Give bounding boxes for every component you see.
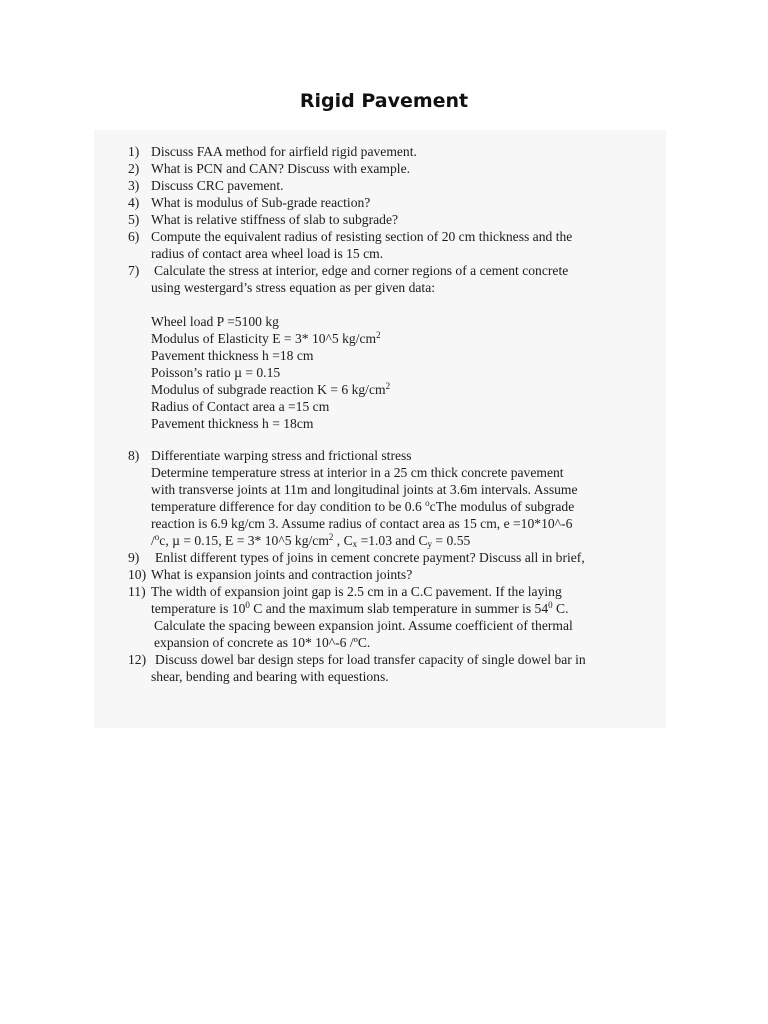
question-number: 5) [128,212,140,227]
question-text: The width of expansion joint gap is 2.5 cm in a C.C pavement. If the laying [151,584,562,599]
question-text: What is modulus of Sub-grade reaction? [151,195,371,210]
given-data-line: Modulus of subgrade reaction K = 6 $kg/cm^2$ [151,381,391,397]
question-text: /$^o$c, µ = 0.15, E = 3* 10^5 $kg/cm^2$ , $C_x =1.03$ and $C_y = 0.55$ [151,532,471,549]
question-number: 3) [128,178,140,193]
question-text: Enlist different types of joins in cement concrete payment? Discuss all in brief, [155,550,585,565]
question-text: Compute the equivalent radius of resisting section of 20 cm thickness and the [151,229,573,244]
question-text: What is relative stiffness of slab to subgrade? [151,212,399,227]
question-number: 12) [128,652,147,667]
question-number: 4) [128,195,140,210]
question-text: expansion of concrete as 10* 10^-6 /ºC. [154,635,371,650]
question-text: Discuss dowel bar design steps for load transfer capacity of single dowel bar in [155,652,586,667]
question-text: shear, bending and bearing with equestions. [151,669,389,684]
question-number: 7) [128,263,140,278]
question-text: What is PCN and CAN? Discuss with example. [151,161,411,176]
question-text: Calculate the spacing beween expansion joint. Assume coefficient of thermal [154,618,573,633]
question-number: 6) [128,229,140,244]
question-text: Discuss FAA method for airfield rigid pavement. [151,144,417,159]
question-text: Calculate the stress at interior, edge and corner regions of a cement concrete [154,263,569,278]
page-title: Rigid Pavement [299,90,469,112]
given-data-line: Radius of Contact area a =15 cm [151,399,330,414]
question-text: with transverse joints at 11m and longitudinal joints at 3.6m intervals. Assume [151,482,578,497]
given-data-line: Pavement thickness h =18 cm [151,348,314,363]
question-text: Differentiate warping stress and frictional stress [151,448,412,463]
question-number: 8) [128,448,140,463]
question-text: radius of contact area wheel load is 15 cm. [151,246,384,261]
question-text: Determine temperature stress at interior in a 25 cm thick concrete pavement [151,465,564,480]
question-number: 9) [128,550,140,565]
given-data-line: Wheel load P =5100 kg [151,314,279,329]
question-text: using westergard’s stress equation as per given data: [151,280,436,295]
given-data-line: Pavement thickness h = 18cm [151,416,314,431]
question-number: 2) [128,161,140,176]
question-number: 11) [128,584,146,599]
given-data-line: Modulus of Elasticity E = 3* 10^5 $kg/cm^2$ [151,330,381,346]
question-text: reaction is 6.9 kg/cm 3. Assume radius of contact area as 15 cm, e =10*10^-6 [151,516,573,531]
question-text: temperature difference for day condition to be 0.6 $^o$cThe modulus of subgrade [151,498,575,514]
question-text: temperature is $10^0$ C and the maximum slab temperature in summer is $54^0$ C. [151,600,569,616]
given-data-line: Poisson’s ratio µ = 0.15 [151,365,281,380]
question-text: Discuss CRC pavement. [151,178,284,193]
question-number: 1) [128,144,140,159]
question-text: What is expansion joints and contraction joints? [151,567,413,582]
question-number: 10) [128,567,147,582]
